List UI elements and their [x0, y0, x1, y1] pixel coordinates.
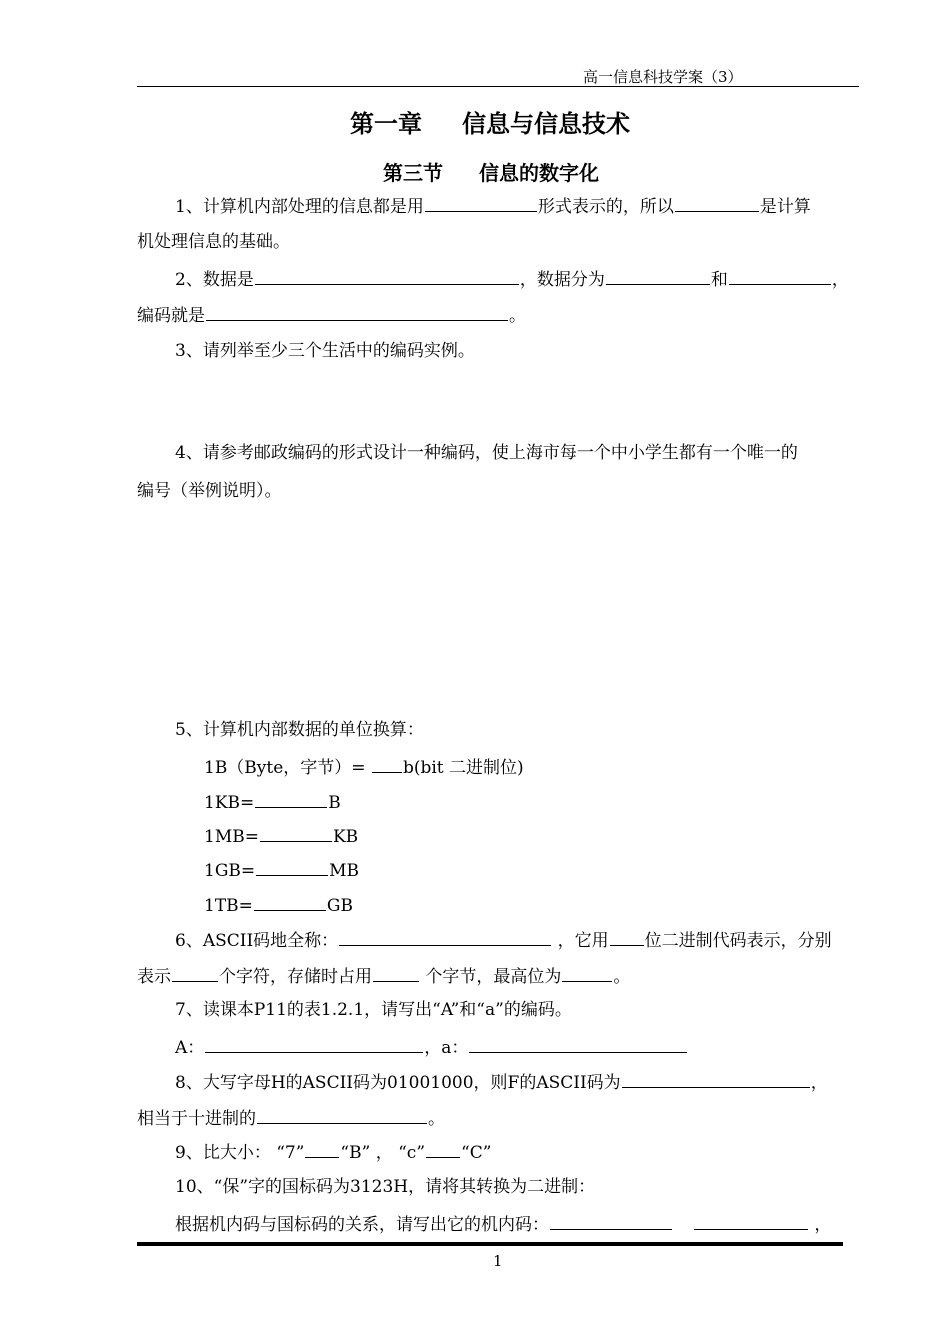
- q9-blank-1[interactable]: [305, 1140, 339, 1158]
- question-8-line-2: 相当于十进制的 。: [137, 1106, 445, 1130]
- q8-blank-ascii[interactable]: [622, 1070, 810, 1088]
- q7-blank-lower-a[interactable]: [469, 1035, 687, 1053]
- q2-blank-1[interactable]: [255, 267, 519, 285]
- question-2-line-1: 2、数据是 ，数据分为 和 ，: [175, 267, 849, 291]
- q10-blank-1[interactable]: [550, 1212, 672, 1230]
- question-1-line-2: 机处理信息的基础。: [137, 232, 290, 252]
- q5-kb-line: 1KB= B: [204, 790, 341, 814]
- question-7: 7、读课本P11的表1.2.1，请写出“A”和“a”的编码。: [175, 1000, 572, 1020]
- q7-blank-upper-a[interactable]: [205, 1035, 423, 1053]
- page-number: 1: [493, 1252, 503, 1270]
- q6-blank-bytes[interactable]: [373, 964, 419, 982]
- question-6-line-1: 6、ASCII码地全称： ，它用 位二进制代码表示，分别: [175, 928, 832, 952]
- q2-blank-2[interactable]: [606, 267, 710, 285]
- q5-mb-line: 1MB= KB: [204, 824, 358, 848]
- q5-blank-byte[interactable]: [372, 755, 402, 773]
- q6-blank-fullname[interactable]: [339, 928, 551, 946]
- q5-blank-kb[interactable]: [255, 790, 327, 808]
- q6-blank-count[interactable]: [172, 964, 218, 982]
- chapter-title: [350, 104, 630, 139]
- q5-blank-gb[interactable]: [256, 858, 328, 876]
- question-5-title: 5、计算机内部数据的单位换算：: [175, 720, 424, 740]
- question-4-line-1: 4、请参考邮政编码的形式设计一种编码，使上海市每一个中小学生都有一个唯一的: [175, 443, 798, 463]
- q10-line-2: 根据机内码与国标码的关系，请写出它的机内码： ，: [175, 1212, 831, 1236]
- q7-answer-line: A： ，a：: [175, 1035, 688, 1059]
- chapter-name: 信息与信息技术: [462, 110, 630, 138]
- q5-blank-tb[interactable]: [254, 893, 326, 911]
- q1-blank-2[interactable]: [675, 194, 759, 212]
- question-2-line-2: 编码就是 。: [137, 303, 526, 327]
- question-6-line-2: 表示 个字符，存储时占用 个字节，最高位为 。: [137, 964, 630, 988]
- footer-rule: [137, 1242, 843, 1246]
- question-9: 9、比大小： “7” “B” ， “c” “C”: [175, 1140, 491, 1164]
- q9-blank-2[interactable]: [426, 1140, 460, 1158]
- header-rule: [137, 86, 859, 87]
- q8-blank-decimal[interactable]: [257, 1106, 427, 1124]
- section-title: [383, 157, 599, 186]
- chapter-number: 第一章: [350, 110, 422, 138]
- question-8-line-1: 8、大写字母H的ASCII码为01001000，则F的ASCII码为 ，: [175, 1070, 828, 1094]
- q5-tb-line: 1TB= GB: [204, 893, 353, 917]
- q5-gb-line: 1GB= MB: [204, 858, 359, 882]
- q2-blank-4[interactable]: [206, 303, 508, 321]
- question-3: 3、请列举至少三个生活中的编码实例。: [175, 341, 475, 361]
- question-10: 10、“保”字的国标码为3123H，请将其转换为二进制：: [175, 1177, 596, 1197]
- q5-byte-line: 1B（Byte，字节）= b(bit 二进制位): [204, 755, 524, 779]
- section-name: 信息的数字化: [479, 161, 599, 185]
- q6-blank-bits[interactable]: [610, 928, 644, 946]
- q1-blank-1[interactable]: [425, 194, 537, 212]
- question-4-line-2: 编号（举例说明）。: [137, 481, 282, 501]
- question-1-line-1: 1、计算机内部处理的信息都是用 形式表示的，所以 是计算: [175, 194, 811, 218]
- section-number: 第三节: [383, 161, 443, 185]
- q6-blank-highbit[interactable]: [562, 964, 612, 982]
- q2-blank-3[interactable]: [729, 267, 831, 285]
- q5-blank-mb[interactable]: [260, 824, 332, 842]
- running-header: 高一信息科技学案（3）: [583, 68, 743, 86]
- q10-blank-2[interactable]: [694, 1212, 808, 1230]
